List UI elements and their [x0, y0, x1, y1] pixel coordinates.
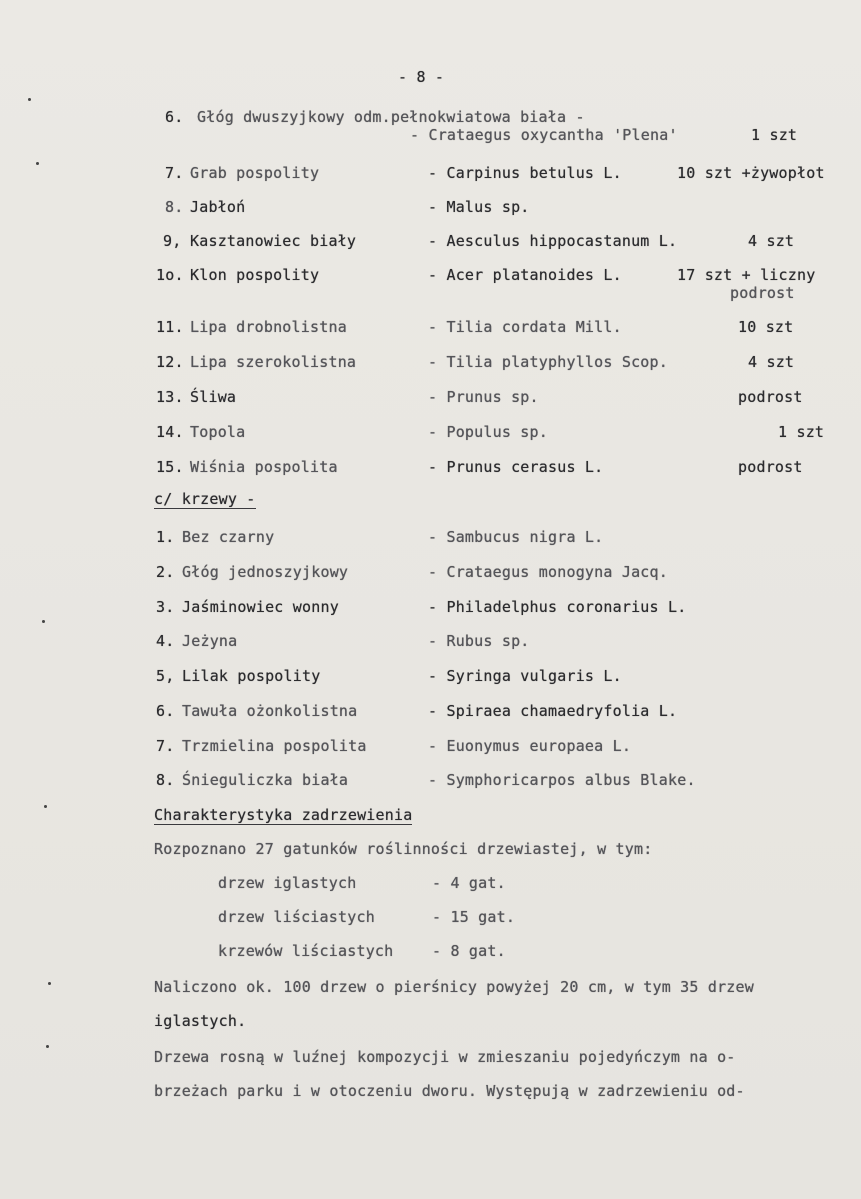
tree-latin-name: - Aesculus hippocastanum L.: [428, 232, 678, 250]
tree-latin-name: - Malus sp.: [428, 198, 530, 216]
shrub-polish-name: Głóg jednoszyjkowy: [182, 563, 349, 581]
tree-note: podrost: [738, 458, 803, 476]
shrub-polish-name: Jeżyna: [182, 632, 238, 650]
tree-note: 4 szt: [748, 353, 795, 371]
tree-num: 11.: [156, 318, 184, 336]
tree-latin-name: - Carpinus betulus L.: [428, 164, 622, 182]
margin-dot: [44, 805, 47, 808]
shrub-num: 5,: [156, 667, 175, 685]
shrub-num: 7.: [156, 737, 175, 755]
tree-num: 6.: [165, 108, 184, 126]
tree-latin-name: - Tilia platyphyllos Scop.: [428, 353, 668, 371]
count-label: drzew iglastych: [218, 874, 357, 892]
margin-dot: [36, 162, 39, 165]
tree-note-continued: podrost: [730, 284, 795, 302]
tree-num: 15.: [156, 458, 184, 476]
page-number: - 8 -: [398, 68, 445, 86]
shrub-latin-name: - Euonymus europaea L.: [428, 737, 632, 755]
shrub-latin-name: - Symphoricarpos albus Blake.: [428, 771, 696, 789]
tree-note: 4 szt: [748, 232, 795, 250]
characteristics-heading: Charakterystyka zadrzewienia: [154, 806, 413, 824]
margin-dot: [28, 98, 31, 101]
tree-polish-name: Śliwa: [190, 388, 237, 406]
tree-polish-name: Klon pospolity: [190, 266, 320, 284]
tree-polish-name: Topola: [190, 423, 246, 441]
tree-num: 9,: [163, 232, 182, 250]
shrubs-heading: c/ krzewy -: [154, 490, 256, 508]
tree-polish-name: Jabłoń: [190, 198, 246, 216]
tree-num: 7.: [165, 164, 184, 182]
margin-dot: [46, 1045, 49, 1048]
count-value: - 8 gat.: [432, 942, 506, 960]
tree-note: podrost: [738, 388, 803, 406]
tree-latin-name: - Prunus sp.: [428, 388, 539, 406]
count-label: krzewów liściastych: [218, 942, 394, 960]
tree-num: 12.: [156, 353, 184, 371]
shrub-polish-name: Jaśminowiec wonny: [182, 598, 339, 616]
count-value: - 4 gat.: [432, 874, 506, 892]
shrub-latin-name: - Philadelphus coronarius L.: [428, 598, 687, 616]
tree-polish-name: Lipa szerokolistna: [190, 353, 357, 371]
shrub-polish-name: Bez czarny: [182, 528, 275, 546]
tree-note: 10 szt +żywopłot: [677, 164, 825, 182]
tree-polish-name: Lipa drobnolistna: [190, 318, 347, 336]
recognized-species-line: Rozpoznano 27 gatunków roślinności drzewiastej, w tym:: [154, 840, 653, 858]
tree-num: 13.: [156, 388, 184, 406]
tree-note: 1 szt: [778, 423, 825, 441]
shrub-polish-name: Śnieguliczka biała: [182, 771, 349, 789]
tree-num: 8.: [165, 198, 184, 216]
tree-polish-name: Głóg dwuszyjkowy odm.pełnokwiatowa biała -: [197, 108, 585, 126]
tree-polish-name: Grab pospolity: [190, 164, 320, 182]
tree-latin-name: - Crataegus oxycantha 'Plena': [410, 126, 678, 144]
paragraph-line: iglastych.: [154, 1012, 247, 1030]
shrub-polish-name: Trzmielina pospolita: [182, 737, 367, 755]
shrub-latin-name: - Sambucus nigra L.: [428, 528, 604, 546]
tree-latin-name: - Tilia cordata Mill.: [428, 318, 622, 336]
shrub-latin-name: - Crataegus monogyna Jacq.: [428, 563, 668, 581]
tree-latin-name: - Acer platanoides L.: [428, 266, 622, 284]
shrub-num: 3.: [156, 598, 175, 616]
shrub-num: 2.: [156, 563, 175, 581]
tree-latin-name: - Populus sp.: [428, 423, 548, 441]
shrub-polish-name: Lilak pospolity: [182, 667, 321, 685]
count-label: drzew liściastych: [218, 908, 375, 926]
paragraph-line: Naliczono ok. 100 drzew o pierśnicy powyżej 20 cm, w tym 35 drzew: [154, 978, 754, 996]
tree-note: 1 szt: [751, 126, 798, 144]
paragraph-line: Drzewa rosną w luźnej kompozycji w zmieszaniu pojedyńczym na o-: [154, 1048, 736, 1066]
tree-latin-name: - Prunus cerasus L.: [428, 458, 604, 476]
shrub-num: 1.: [156, 528, 175, 546]
tree-num: 1o.: [156, 266, 184, 284]
paragraph-line: brzeżach parku i w otoczeniu dworu. Występują w zadrzewieniu od-: [154, 1082, 745, 1100]
tree-polish-name: Wiśnia pospolita: [190, 458, 338, 476]
shrub-latin-name: - Syringa vulgaris L.: [428, 667, 622, 685]
shrub-num: 4.: [156, 632, 175, 650]
count-value: - 15 gat.: [432, 908, 516, 926]
margin-dot: [42, 620, 45, 623]
tree-polish-name: Kasztanowiec biały: [190, 232, 357, 250]
shrub-latin-name: - Spiraea chamaedryfolia L.: [428, 702, 678, 720]
margin-dot: [48, 982, 51, 985]
shrub-polish-name: Tawuła ożonkolistna: [182, 702, 358, 720]
tree-num: 14.: [156, 423, 184, 441]
shrub-num: 6.: [156, 702, 175, 720]
shrub-latin-name: - Rubus sp.: [428, 632, 530, 650]
shrub-num: 8.: [156, 771, 175, 789]
tree-note: 10 szt: [738, 318, 794, 336]
tree-note: 17 szt + liczny: [677, 266, 816, 284]
